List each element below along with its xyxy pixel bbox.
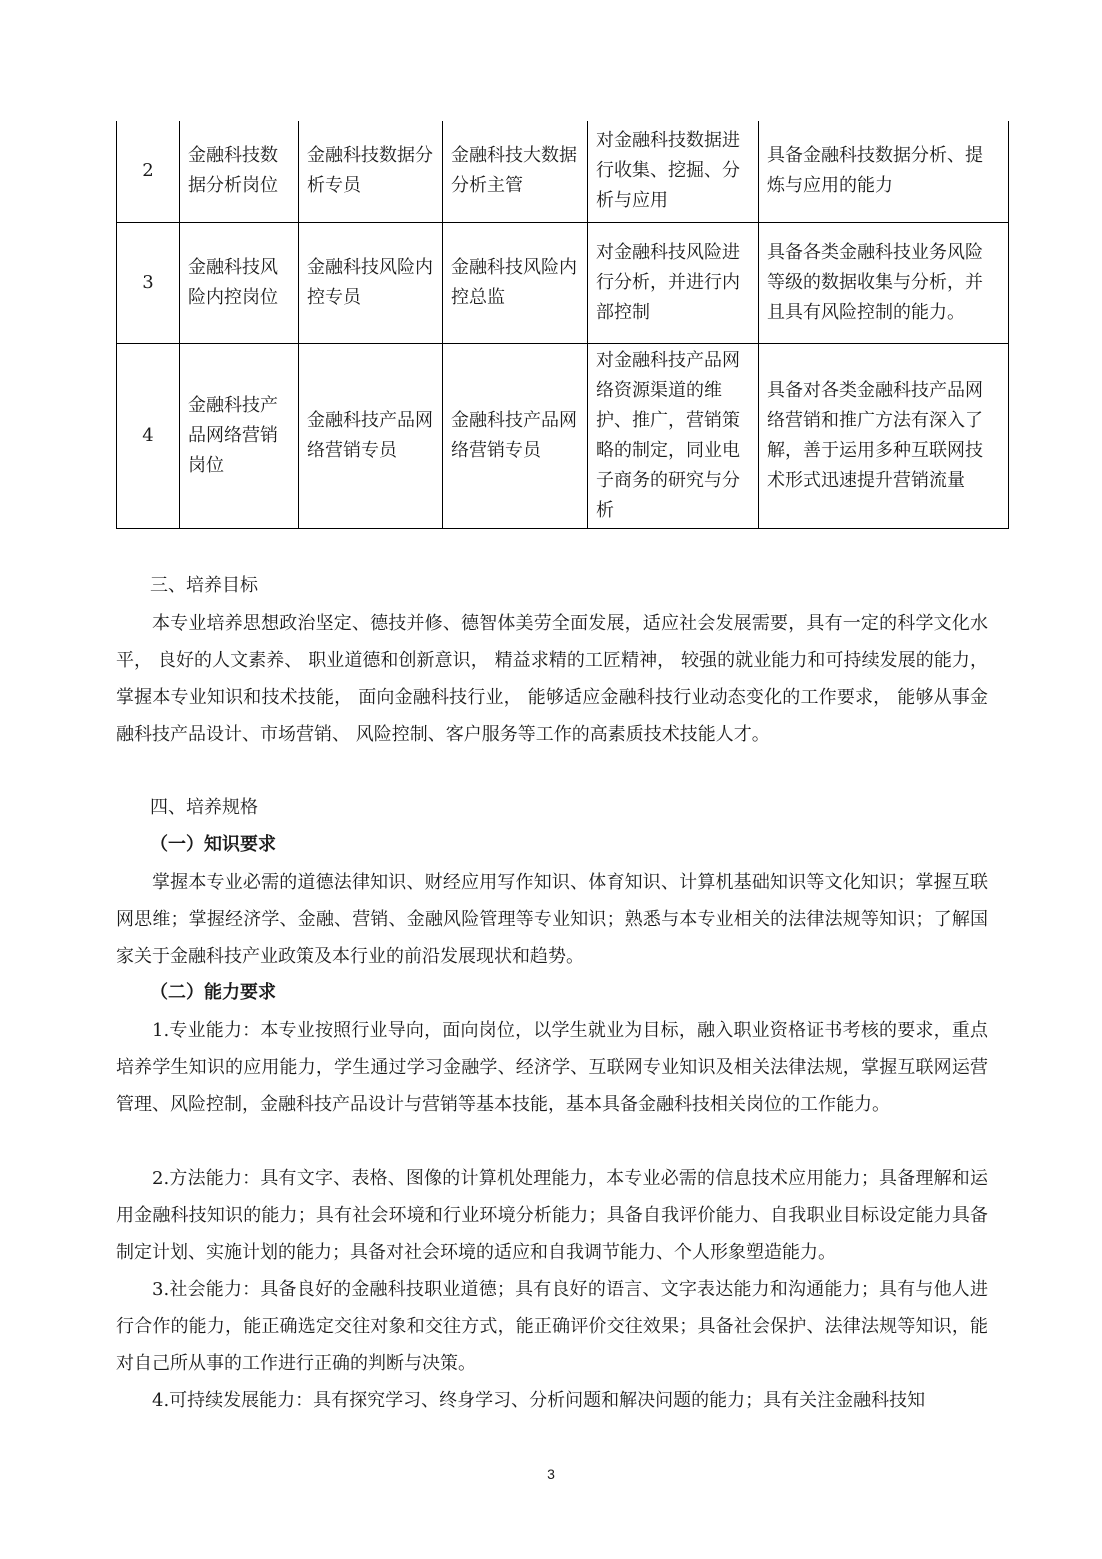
ability-cell: 具备对各类金融科技产品网络营销和推广方法有深入了解，善于运用多种互联网技术形式迅速提升营销流量 — [759, 343, 1009, 528]
ability-cell: 具备各类金融科技业务风险等级的数据收集与分析，并且具有风险控制的能力。 — [759, 222, 1009, 343]
ability-cell: 具备金融科技数据分析、提炼与应用的能力 — [759, 121, 1009, 222]
section-4-title: 四、培养规格 — [150, 797, 258, 818]
section-3-body: 本专业培养思想政治坚定、德技并修、德智体美劳全面发展，适应社会发展需要，具有一定的科学文化水平， 良好的人文素养、 职业道德和创新意识， 精益求精的工匠精神， 较强的就业能力和可持续发展的能力， 掌握本专业知识和技术技能， 面向金融科技行业， 能够适应金融科技行业动态变化的工作要求， 能够从事金融科技产品设计、市场营销、 风险控制、客户服务等工作的高素质技术技能人才。 — [116, 613, 988, 745]
row-number: 3 — [117, 222, 180, 343]
tasks-cell: 对金融科技产品网络资源渠道的维护、推广，营销策略的制定，同业电子商务的研究与分析 — [588, 343, 759, 528]
ability-item: 4.可持续发展能力：具有探究学习、终身学习、分析问题和解决问题的能力；具有关注金融科技知 — [152, 1390, 926, 1411]
table-row — [117, 222, 1009, 343]
entry-job-cell: 金融科技数据分析专员 — [299, 121, 443, 222]
tasks-cell: 对金融科技数据进行收集、挖掘、分析与应用 — [588, 121, 759, 222]
advanced-job-cell: 金融科技产品网络营销专员 — [443, 343, 588, 528]
entry-job-cell: 金融科技产品网络营销专员 — [299, 343, 443, 528]
section-3-title: 三、培养目标 — [150, 575, 258, 596]
table-row — [117, 121, 1009, 222]
job-table — [116, 121, 1009, 529]
position-cell: 金融科技产品网络营销岗位 — [180, 343, 299, 528]
ability-item: 2.方法能力：具有文字、表格、图像的计算机处理能力，本专业必需的信息技术应用能力；具备理解和运用金融科技知识的能力；具有社会环境和行业环境分析能力；具备自我评价能力、自我职业目标设定能力具备制定计划、实施计划的能力；具备对社会环境的适应和自我调节能力、个人形象塑造能力。 — [116, 1168, 988, 1263]
row-number: 2 — [117, 121, 180, 222]
subsection-knowledge-body: 掌握本专业必需的道德法律知识、财经应用写作知识、体育知识、计算机基础知识等文化知识；掌握互联网思维；掌握经济学、金融、营销、金融风险管理等专业知识；熟悉与本专业相关的法律法规等知识；了解国家关于金融科技产业政策及本行业的前沿发展现状和趋势。 — [116, 872, 988, 967]
advanced-job-cell: 金融科技大数据分析主管 — [443, 121, 588, 222]
subsection-ability-title: （二）能力要求 — [150, 982, 276, 1003]
row-number: 4 — [117, 343, 180, 528]
subsection-knowledge-title: （一）知识要求 — [150, 834, 276, 855]
entry-job-cell: 金融科技风险内控专员 — [299, 222, 443, 343]
position-cell: 金融科技风险内控岗位 — [180, 222, 299, 343]
ability-item: 1.专业能力：本专业按照行业导向，面向岗位，以学生就业为目标，融入职业资格证书考核的要求，重点培养学生知识的应用能力，学生通过学习金融学、经济学、互联网专业知识及相关法律法规，掌握互联网运营管理、风险控制，金融科技产品设计与营销等基本技能，基本具备金融科技相关岗位的工作能力。 — [116, 1020, 988, 1115]
tasks-cell: 对金融科技风险进行分析，并进行内部控制 — [588, 222, 759, 343]
page-number: 3 — [547, 1466, 555, 1482]
position-cell: 金融科技数据分析岗位 — [180, 121, 299, 222]
ability-item: 3.社会能力：具备良好的金融科技职业道德；具有良好的语言、文字表达能力和沟通能力；具有与他人进行合作的能力，能正确选定交往对象和交往方式，能正确评价交往效果；具备社会保护、法律法规等知识，能对自己所从事的工作进行正确的判断与决策。 — [116, 1279, 988, 1374]
table-row — [117, 343, 1009, 528]
advanced-job-cell: 金融科技风险内控总监 — [443, 222, 588, 343]
